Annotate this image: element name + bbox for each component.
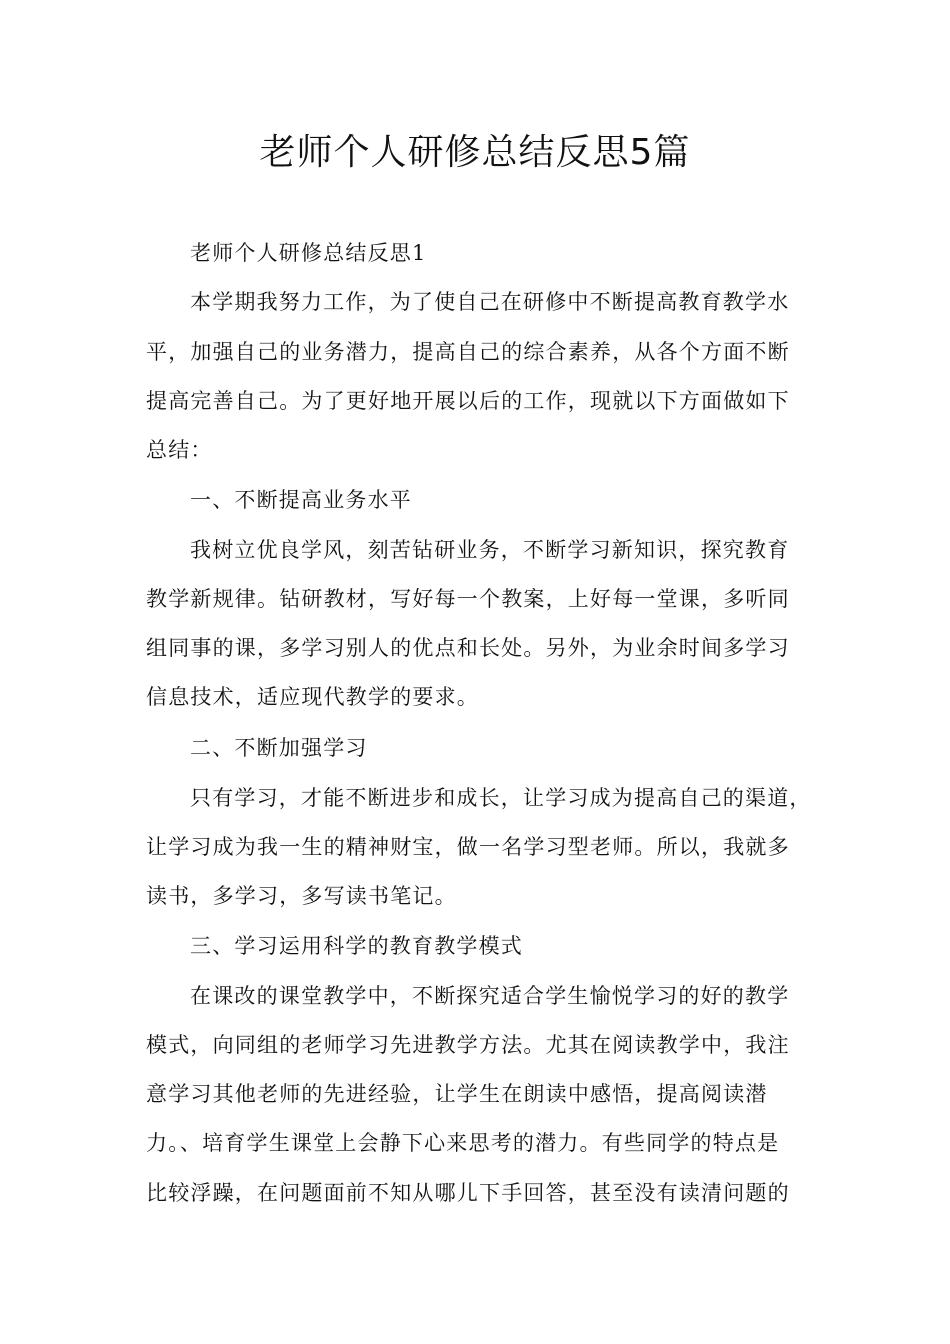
paragraph-line: 我树立优良学风，刻苦钻研业务，不断学习新知识，探究教育	[190, 538, 790, 562]
paragraph-line: 力。、培育学生课堂上会静下心来思考的潜力。有些同学的特点是	[146, 1131, 780, 1155]
paragraph-line: 在课改的课堂教学中，不断探究适合学生愉悦学习的好的教学	[190, 984, 790, 1008]
paragraph-line: 让学习成为我一生的精神财宝，做一名学习型老师。所以，我就多	[146, 835, 790, 859]
paragraph-line: 模式，向同组的老师学习先进教学方法。尤其在阅读教学中，我注	[146, 1033, 790, 1057]
subtitle: 老师个人研修总结反思1	[190, 241, 427, 265]
paragraph-line: 比较浮躁，在问题面前不知从哪儿下手回答，甚至没有读清问题的	[146, 1181, 790, 1205]
section-heading: 二、不断加强学习	[190, 736, 368, 760]
paragraph-line: 意学习其他老师的先进经验，让学生在朗读中感悟，提高阅读潜	[146, 1082, 768, 1106]
section-heading: 三、学习运用科学的教育教学模式	[190, 934, 523, 958]
paragraph-line: 教学新规律。钻研教材，写好每一个教案，上好每一堂课，多听同	[146, 587, 790, 611]
paragraph-line: 平，加强自己的业务潜力，提高自己的综合素养，从各个方面不断	[146, 340, 790, 364]
paragraph-line: 读书，多学习，多写读书笔记。	[146, 884, 457, 908]
paragraph-line: 组同事的课，多学习别人的优点和长处。另外，为业余时间多学习	[146, 636, 790, 660]
section-heading: 一、不断提高业务水平	[190, 488, 412, 512]
paragraph-line: 提高完善自己。为了更好地开展以后的工作，现就以下方面做如下	[146, 389, 790, 413]
paragraph-line: 总结：	[146, 438, 213, 462]
paragraph-line: 只有学习，才能不断进步和成长，让学习成为提高自己的渠道，	[190, 786, 812, 810]
paragraph-line: 信息技术，适应现代教学的要求。	[146, 685, 479, 709]
paragraph-line: 本学期我努力工作，为了使自己在研修中不断提高教育教学水	[190, 290, 790, 314]
document-title: 老师个人研修总结反思5篇	[259, 132, 691, 173]
